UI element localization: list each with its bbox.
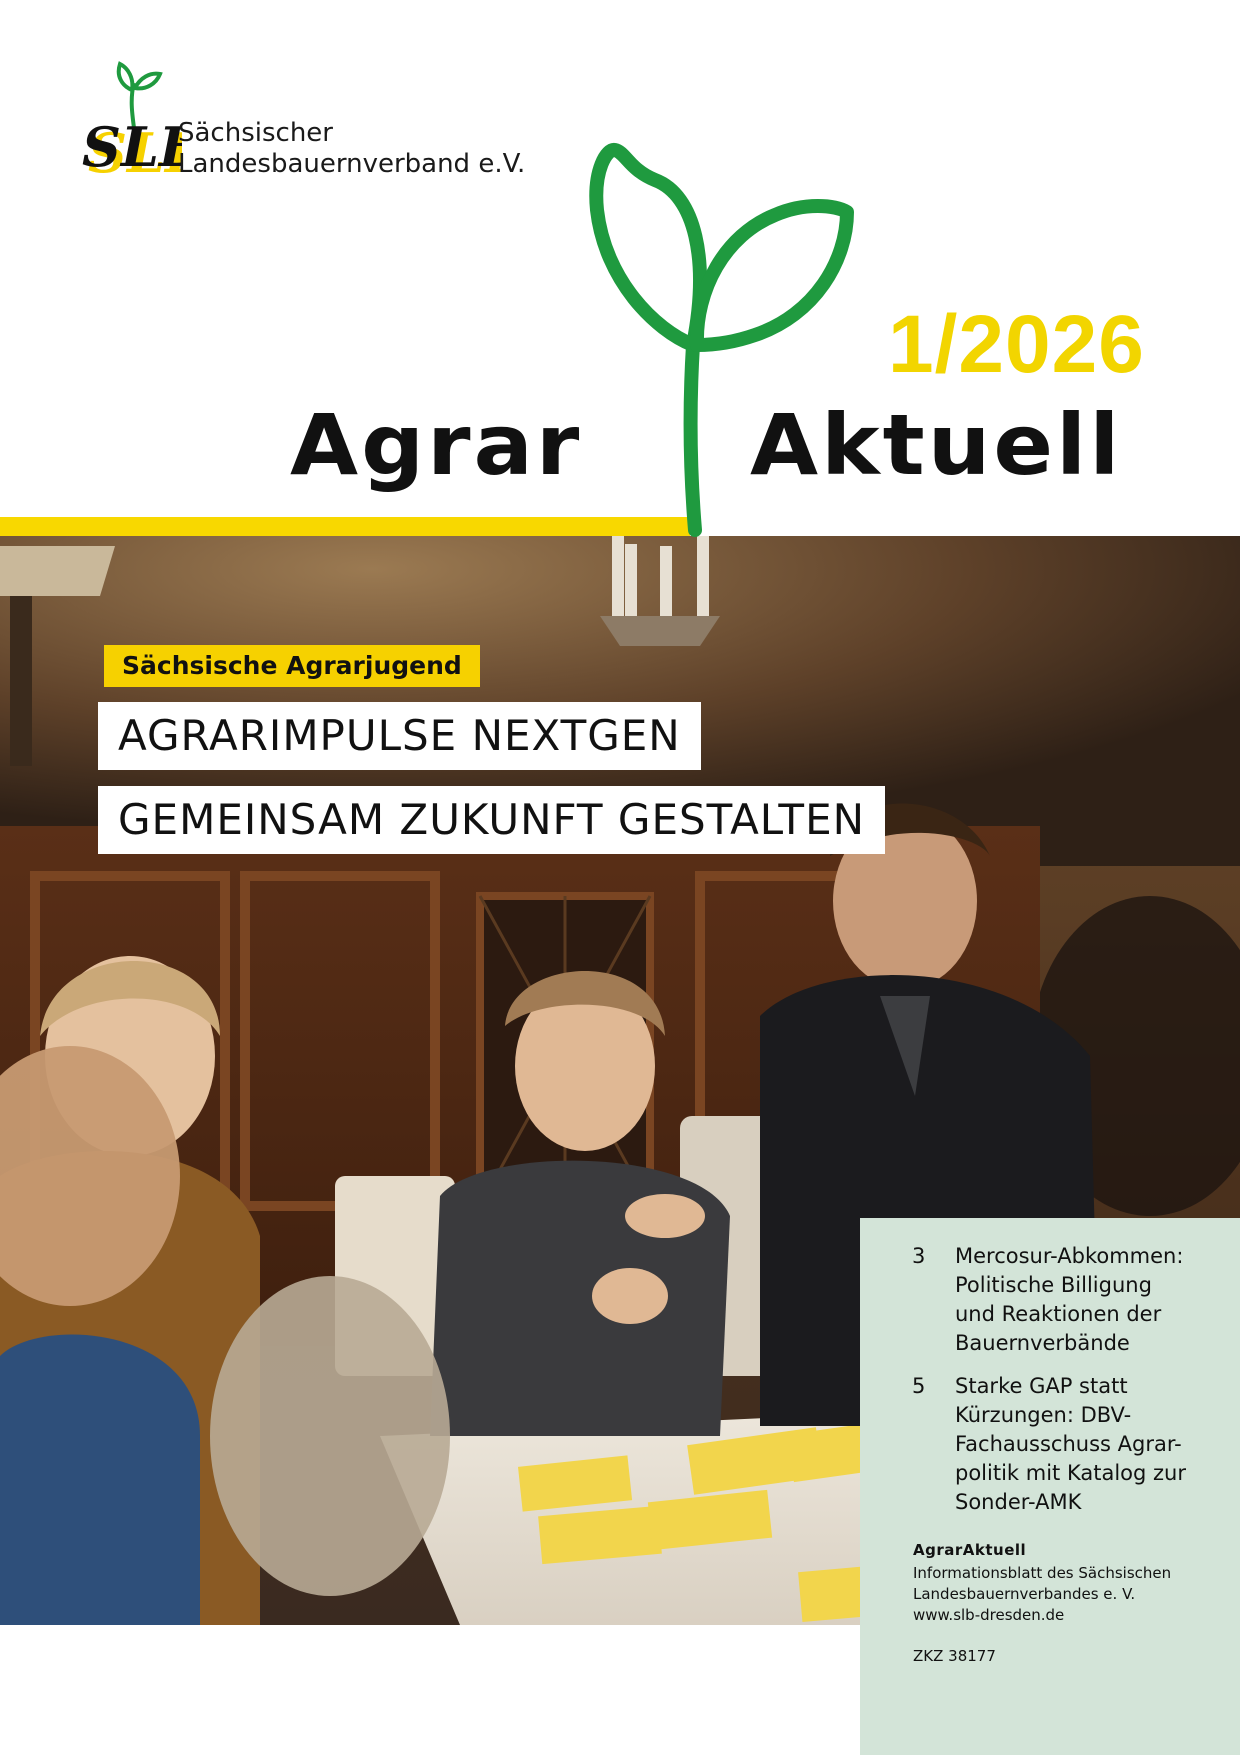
table-of-contents xyxy=(860,1218,1240,1755)
organization-name: Sächsischer Landesbauernverband e.V. xyxy=(178,118,526,179)
svg-text:SLB: SL xyxy=(82,115,159,179)
toc-page-number: 5 xyxy=(912,1374,926,1398)
toc-page-number: 3 xyxy=(912,1244,926,1268)
headline-line-1: AGRARIMPULSE NEXTGEN xyxy=(98,702,701,770)
slb-logo-icon xyxy=(82,58,182,192)
issue-number: 1/2026 xyxy=(888,299,1145,390)
masthead-title-right: Aktuell xyxy=(750,396,1123,494)
toc-item-title: Starke GAP statt Kürzungen: DBV- Fachausschuss Agrar- politik mit Katalog zur Sonder-AMK xyxy=(955,1374,1186,1514)
toc-item-title: Mercosur-Abkommen: Politische Billigung und Reaktionen der Bauernverbände xyxy=(955,1244,1184,1355)
publication-title: AgrarAktuell xyxy=(913,1541,1027,1559)
topic-badge: Sächsische Agrarjugend xyxy=(104,645,480,687)
svg-text:SLB: SL xyxy=(88,121,165,185)
masthead-title-left: Agrar xyxy=(290,396,583,494)
publication-description: Informationsblatt des Sächsischen Landesbauernverbandes e. V. www.slb-dresden.de xyxy=(913,1564,1172,1624)
sprout-logo-icon xyxy=(585,140,855,540)
publication-zkz: ZKZ 38177 xyxy=(913,1647,996,1665)
headline-line-2: GEMEINSAM ZUKUNFT GESTALTEN xyxy=(98,786,885,854)
